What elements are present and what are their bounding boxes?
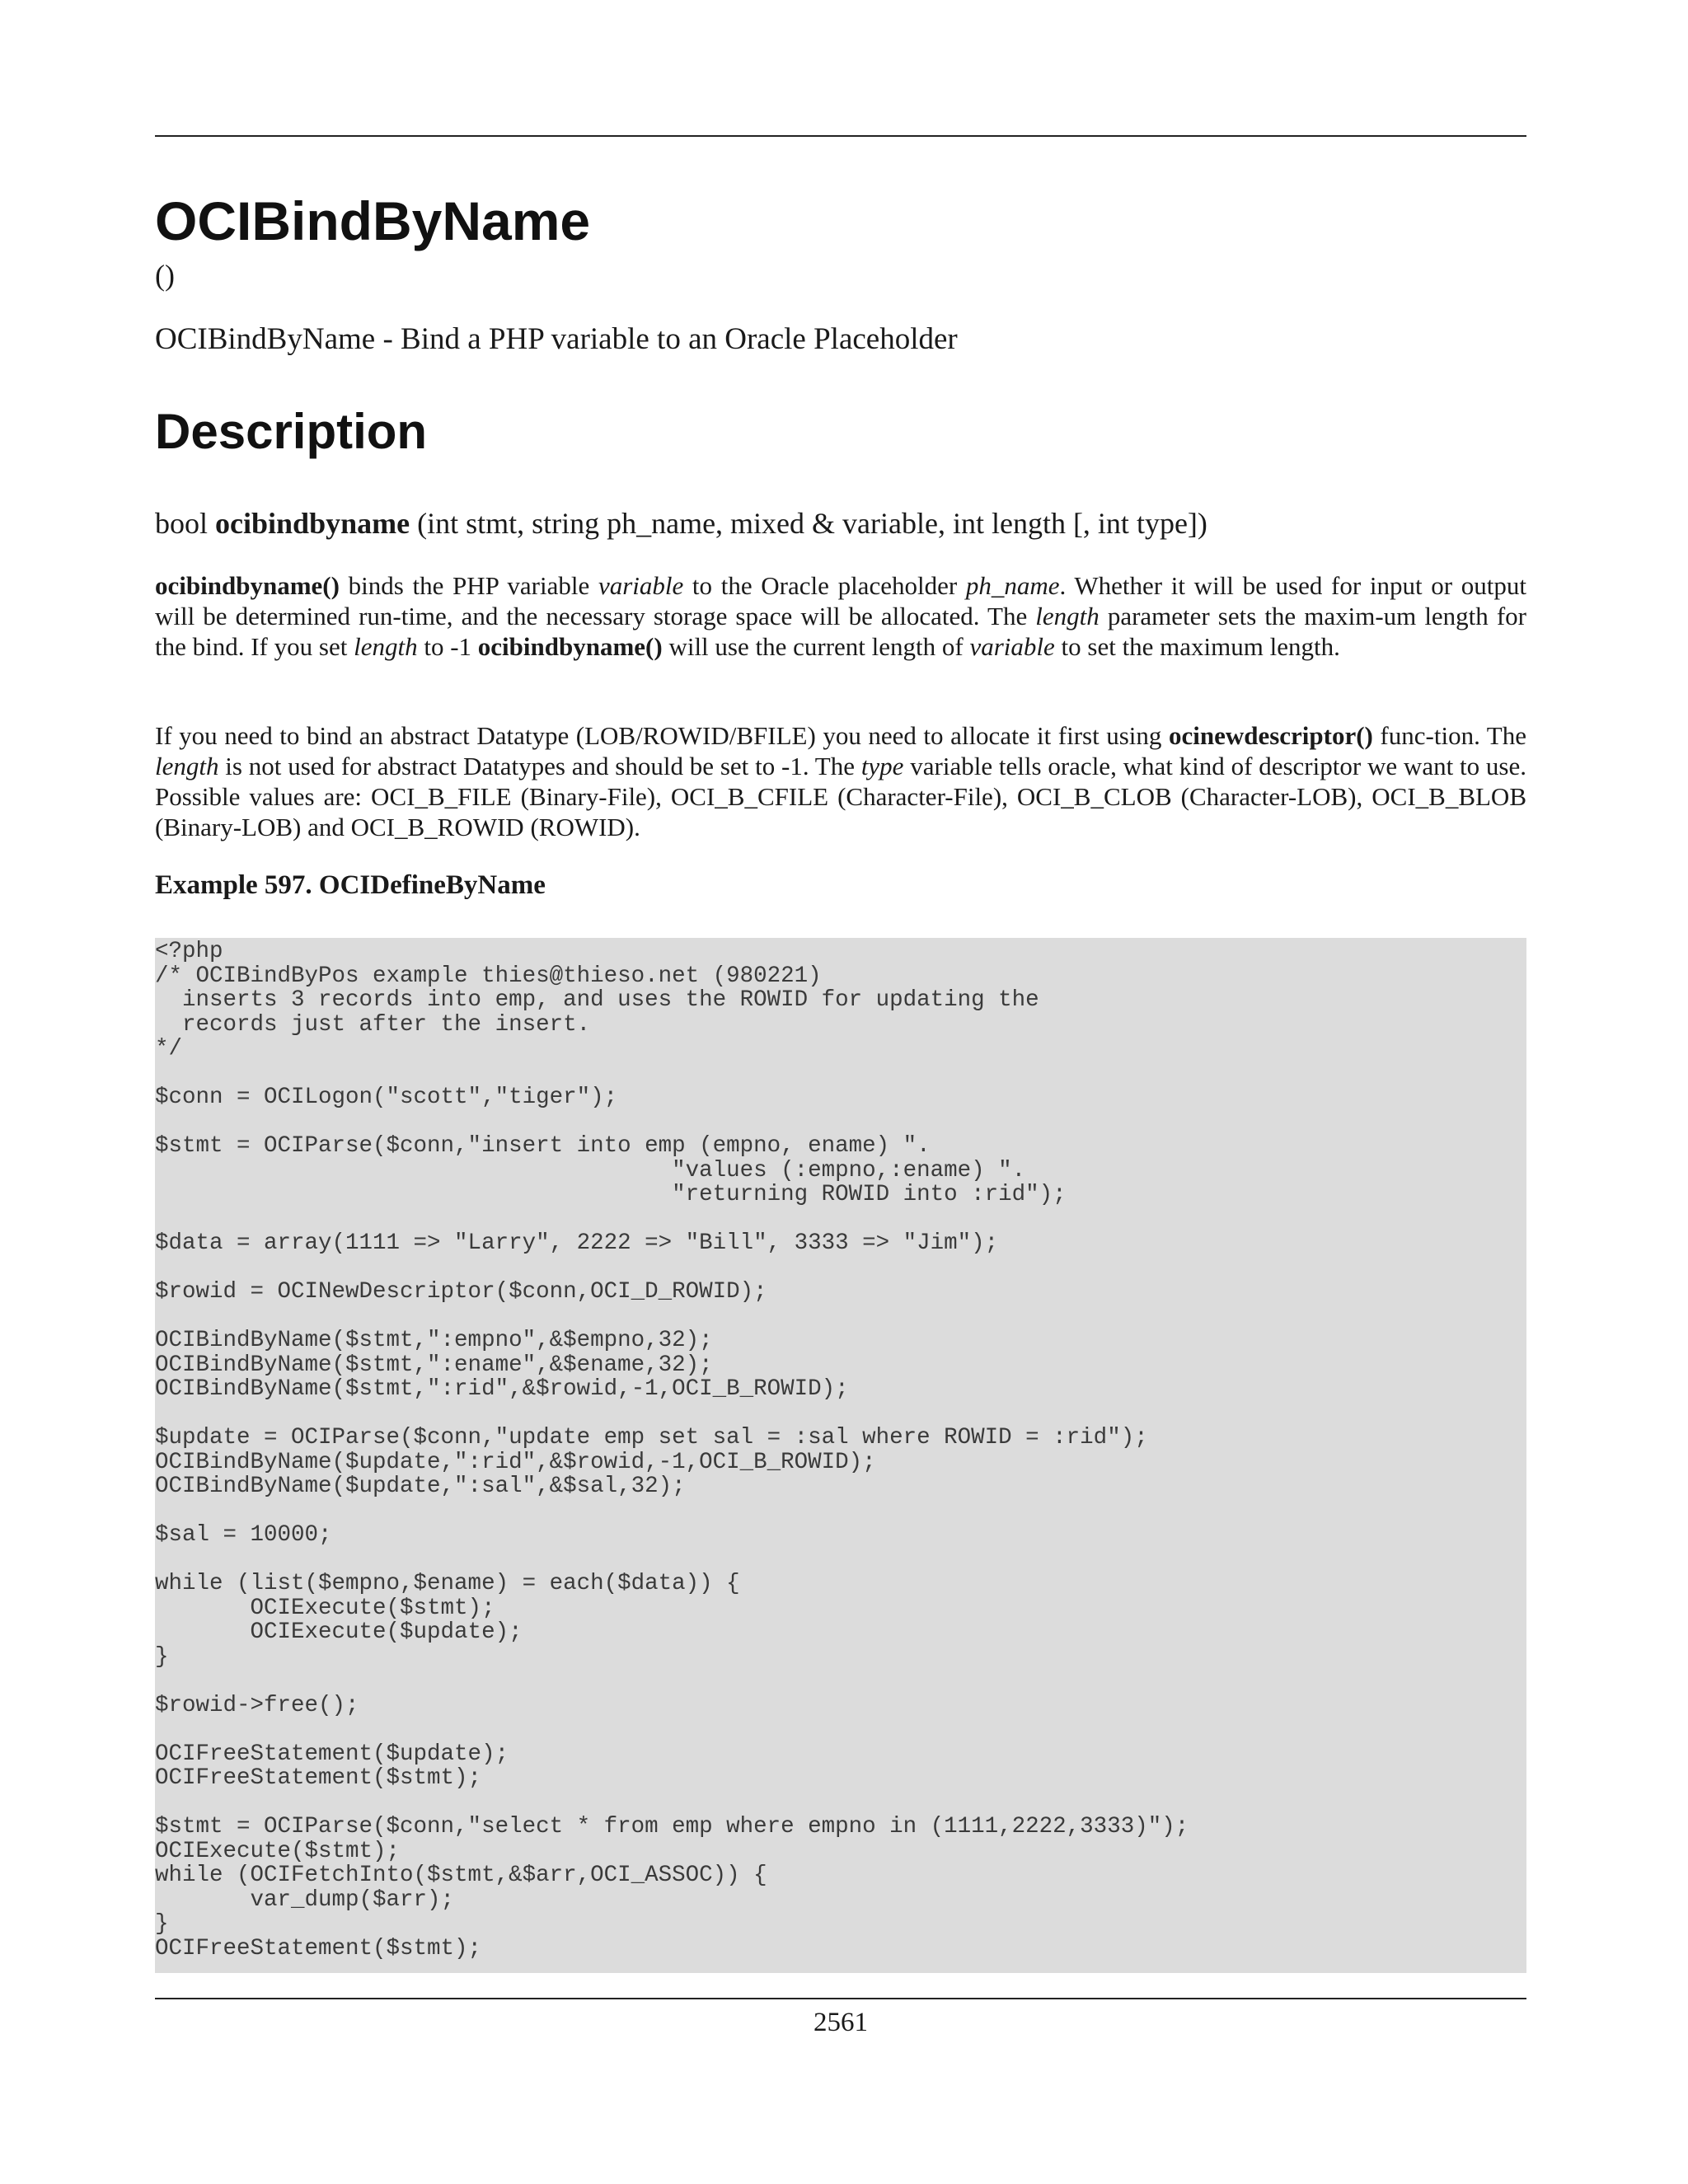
text: will use the current length of (662, 632, 970, 661)
text: to -1 (417, 632, 478, 661)
example-title: Example 597. OCIDefineByName (155, 870, 546, 900)
text: is not used for abstract Datatypes and should be set to -1. The (218, 752, 861, 780)
param-ref: type (860, 752, 904, 780)
text: binds the PHP variable (339, 571, 598, 600)
page-title: OCIBindByName (155, 190, 591, 251)
text: func-tion. The (1372, 721, 1526, 750)
section-title: Description (155, 404, 428, 459)
function-ref: ocibindbyname() (477, 632, 663, 661)
param-ref: length (1035, 602, 1100, 630)
synopsis-function-name: ocibindbyname (215, 507, 410, 540)
description-paragraph-2 (155, 720, 1526, 842)
param-ref: length (354, 632, 418, 661)
text: If you need to bind an abstract Datatype (LOB/ROWID/BFILE) you need to allocate it first using (155, 721, 1169, 750)
code-example-box (155, 938, 1526, 1973)
text: variable tells oracle, what kind of descriptor we want to use. Possible values are: OCI_B_FILE (Binary-File), OCI_B_CFILE (Character-File), OCI_B_CLOB (Character-LOB), OCI_B_BLOB (Binary-LOB) and OCI_B_ROWID (ROWID). (155, 752, 1526, 841)
page-number: 2561 (814, 2008, 868, 2037)
refpurpose: OCIBindByName - Bind a PHP variable to an Oracle Placeholder (155, 322, 958, 356)
function-synopsis (155, 505, 1207, 541)
footer-rule (155, 1998, 1526, 1999)
param-ref: ph_name (965, 571, 1060, 600)
param-ref: variable (969, 632, 1055, 661)
title-parens: () (155, 259, 175, 292)
param-ref: length (155, 752, 219, 780)
code-listing: <?php /* OCIBindByPos example thies@thieso.net (980221) inserts 3 records into emp, and uses the ROWID for updating the records just after the insert. */ $conn = OCILogon("scott","tiger"); $stmt = OCIParse($conn,"insert into emp (empno, ename) ". "values (:empno,:ename) ". "returning ROWID into :rid"); $data = array(1111 => "Larry", 2222 => "Bill", 3333 => "Jim"); $rowid = OCINewDescriptor($conn,OCI_D_ROWID); OCIBindByName($stmt,":empno",&$empno,32); OCIBindByName($stmt,":ename",&$ename,32); OCIBindByName($stmt,":rid",&$rowid,-1,OCI_B_ROWID); $update = OCIParse($conn,"update emp set sal = :sal where ROWID = :rid"); OCIBindByName($update,":rid",&$rowid,-1,OCI_B_ROWID); OCIBindByName($update,":sal",&$sal,32); $sal = 10000; while (list($empno,$ename) = each($data)) { OCIExecute($stmt); OCIExecute($update); } $rowid->free(); OCIFreeStatement($update); OCIFreeStatement($stmt); $stmt = OCIParse($conn,"select * from emp where empno in (1111,2222,3333)"); OCIExecute($stmt); while (OCIFetchInto($stmt,&$arr,OCI_ASSOC)) { var_dump($arr); } OCIFreeStatement($stmt); (155, 939, 1189, 1961)
description-paragraph-1 (155, 570, 1526, 662)
text: to set the maximum length. (1054, 632, 1340, 661)
text: to the Oracle placeholder (683, 571, 966, 600)
function-ref: ocibindbyname() (155, 571, 340, 600)
function-ref: ocinewdescriptor() (1168, 721, 1373, 750)
text: . Whether it will be used for input or output will be determined run-time, and the necessary storage space will be allocated. The (155, 571, 1527, 630)
header-rule (155, 135, 1526, 137)
document-page (155, 0, 1526, 2184)
text: parameter sets the maxim-um length for the bind. If you set (155, 602, 1526, 661)
synopsis-return-type: bool (155, 507, 209, 540)
param-ref: variable (598, 571, 684, 600)
synopsis-params: (int stmt, string ph_name, mixed & variable, int length [, int type]) (410, 507, 1207, 540)
